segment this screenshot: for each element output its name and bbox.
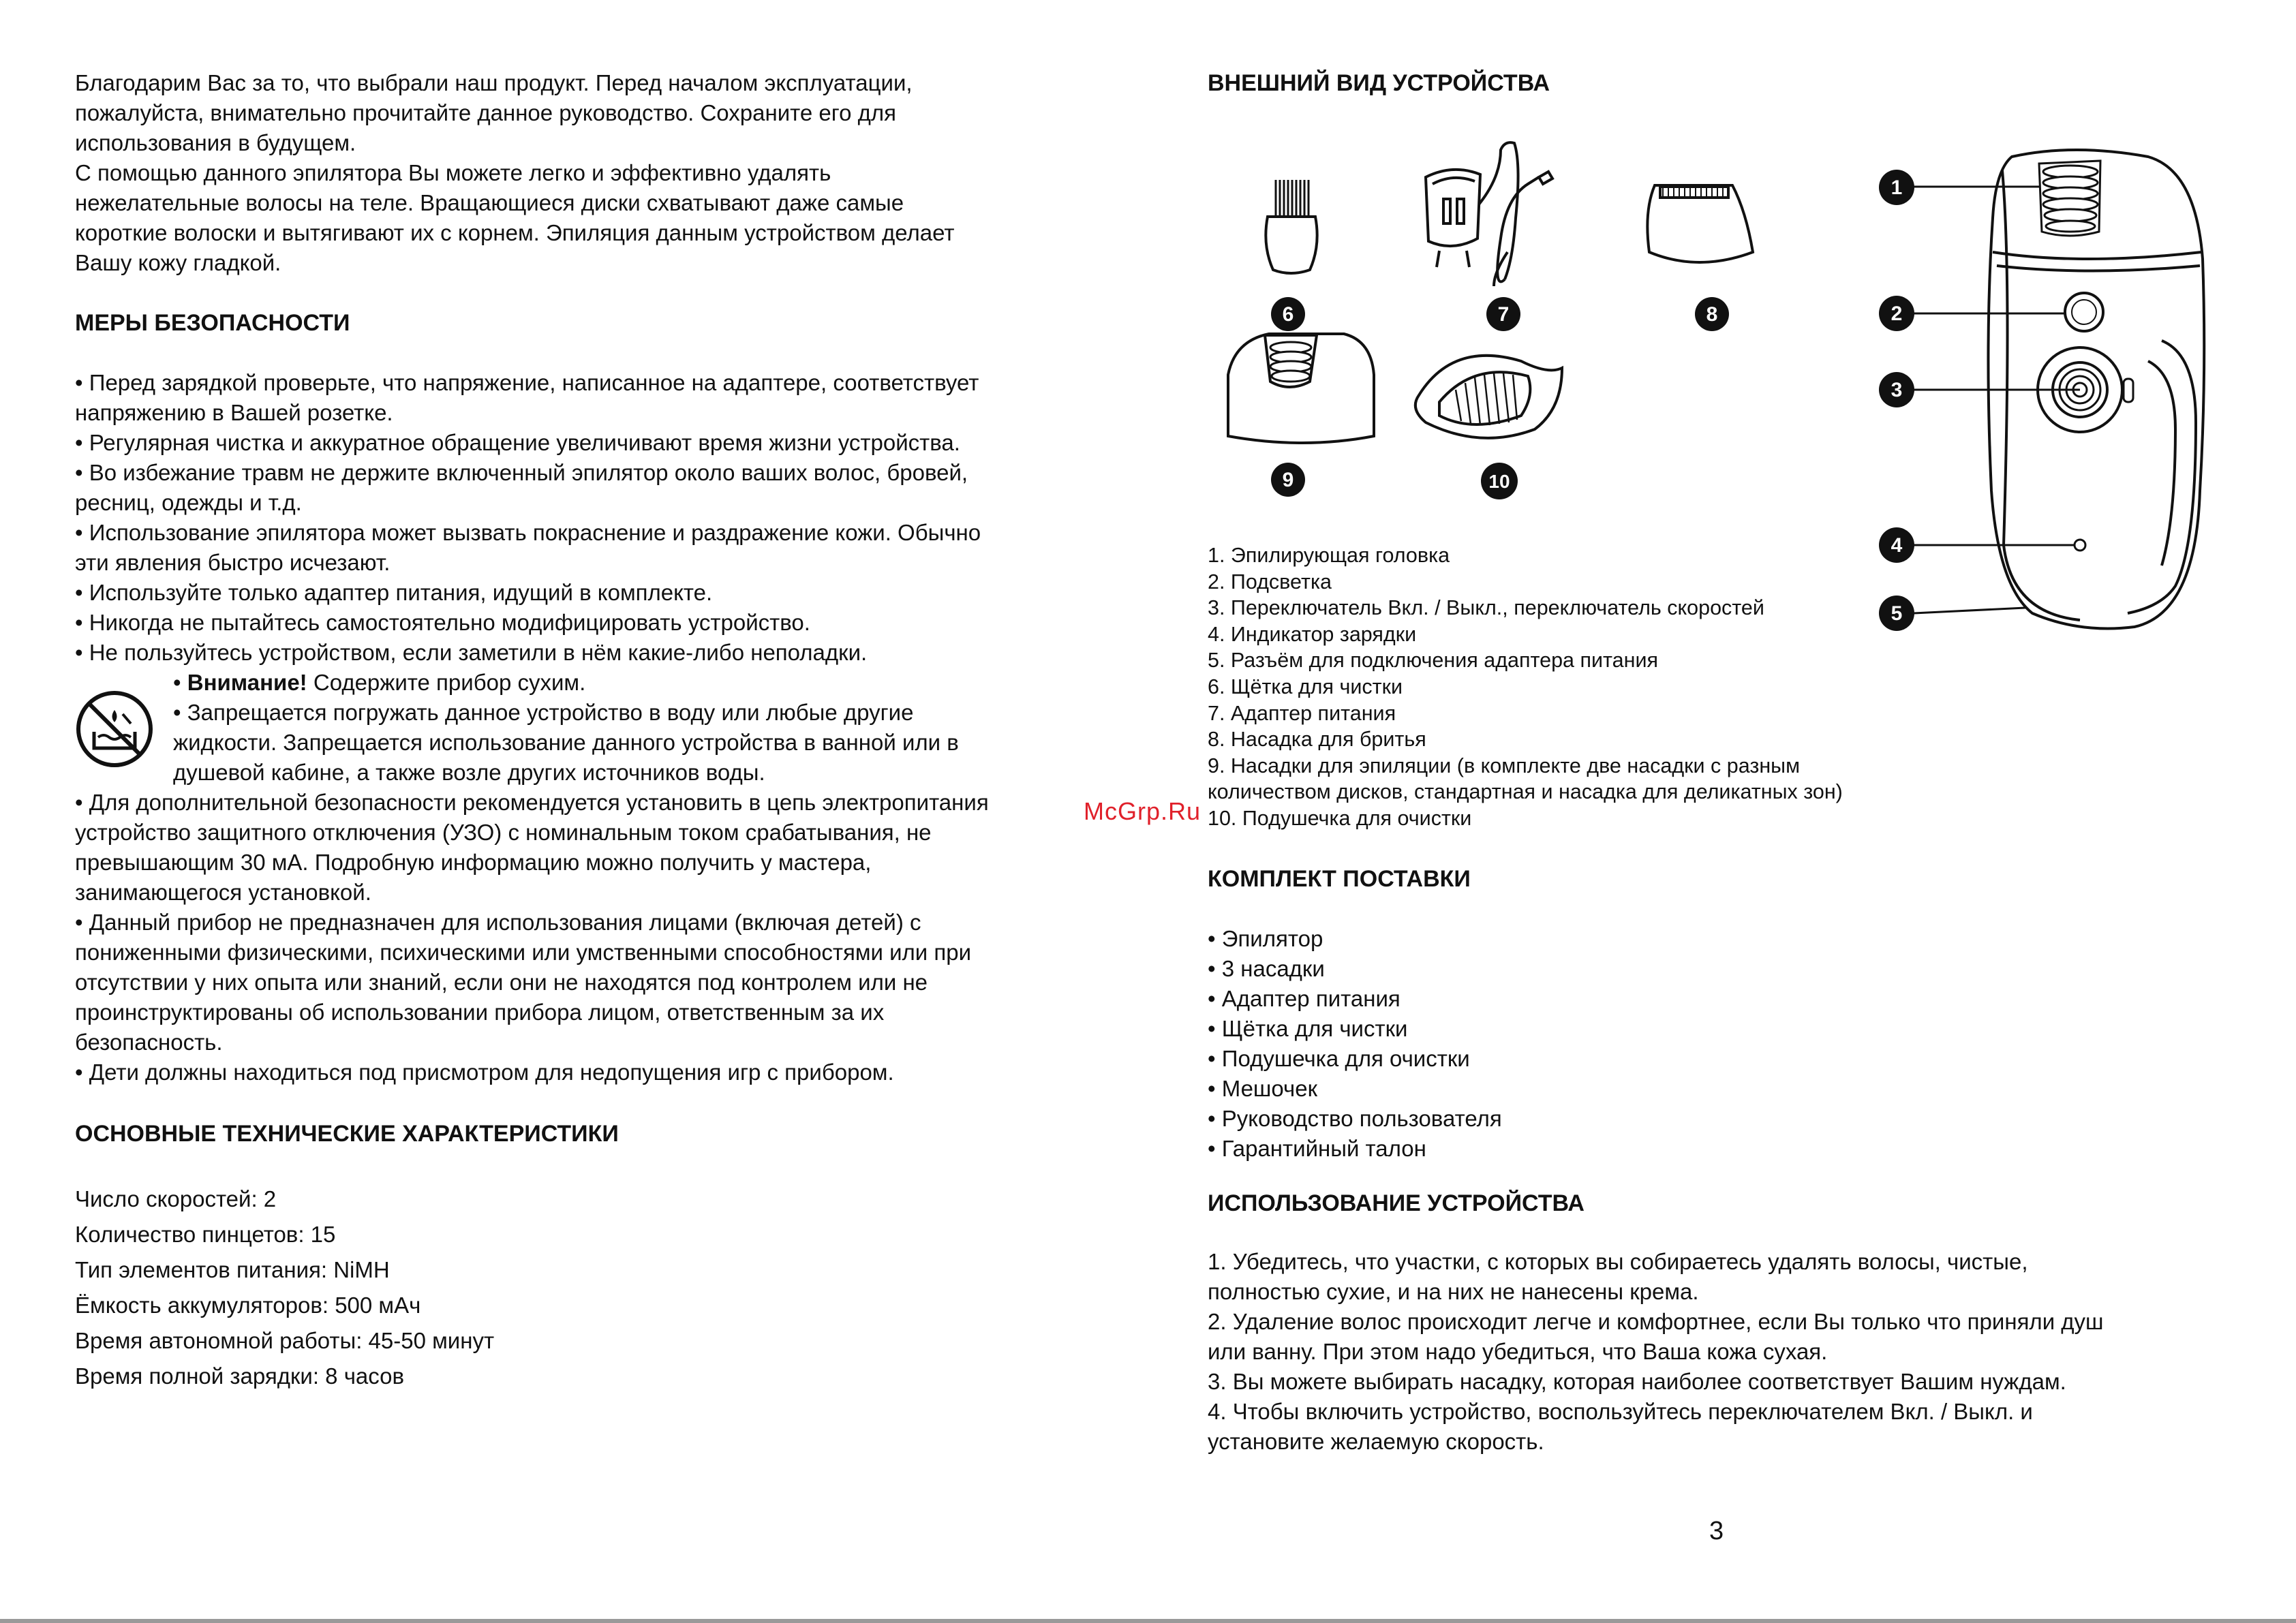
spec-line: Ёмкость аккумуляторов: 500 мАч	[75, 1293, 421, 1318]
legend-line: 1. Эпилирующая головка	[1208, 544, 1450, 567]
intro-line: пожалуйста, внимательно прочитайте данное руководство. Сохраните его для	[75, 100, 896, 125]
kit-heading: КОМПЛЕКТ ПОСТАВКИ	[1208, 866, 1471, 892]
svg-text:7: 7	[1497, 303, 1510, 326]
warning-bold-label: Внимание!	[187, 670, 307, 695]
safety-line: безопасность.	[75, 1030, 223, 1055]
specs-list	[75, 1181, 494, 1394]
kit-item: • Мешочек	[1208, 1076, 1318, 1101]
badge-10-icon	[1480, 462, 1518, 500]
badge-8-icon	[1694, 296, 1730, 332]
safety-line: проинструктированы об использовании прибора лицом, ответственным за их	[75, 1000, 885, 1025]
epilation-head-icon	[2039, 161, 2100, 236]
badge-1-icon	[1878, 169, 1915, 206]
legend-line: 4. Индикатор зарядки	[1208, 622, 1417, 646]
legend-line: 3. Переключатель Вкл. / Выкл., переключатель скоростей	[1208, 596, 1764, 620]
kit-item: • Руководство пользователя	[1208, 1106, 1502, 1131]
safety-line: • Во избежание травм не держите включенный эпилятор около ваших волос, бровей,	[75, 460, 968, 485]
intro-line: использования в будущем.	[75, 130, 356, 155]
cleaning-pad-icon	[1415, 356, 1562, 438]
warning-block	[75, 668, 1084, 788]
intro-line: нежелательные волосы на теле. Вращающиеся диски схватывают даже самые	[75, 190, 904, 215]
legend-line: 2. Подсветка	[1208, 570, 1332, 593]
warning-text	[173, 668, 959, 788]
intro-paragraph	[75, 68, 954, 278]
intro-line: С помощью данного эпилятора Вы можете легко и эффективно удалять	[75, 160, 831, 185]
warning-line: • Внимание! Содержите прибор сухим.	[173, 670, 586, 695]
badge-3-icon	[1878, 371, 1915, 408]
kit-item: • Адаптер питания	[1208, 986, 1400, 1011]
badge-6-icon	[1270, 296, 1306, 332]
spec-line: Количество пинцетов: 15	[75, 1222, 336, 1247]
usage-line: 4. Чтобы включить устройство, воспользуйтесь переключателем Вкл. / Выкл. и	[1208, 1399, 2033, 1424]
epilation-cap-icon	[1228, 334, 1374, 443]
warning-line: жидкости. Запрещается использование данного устройства в ванной или в	[173, 730, 959, 755]
badge-7-icon	[1486, 296, 1521, 332]
safety-line: занимающегося установкой.	[75, 880, 371, 905]
usage-line: полностью сухие, и на них не нанесены крема.	[1208, 1279, 1699, 1304]
svg-text:3: 3	[1891, 379, 1903, 401]
safety-line: • Используйте только адаптер питания, идущий в комплекте.	[75, 580, 713, 605]
intro-line: короткие волоски и вытягивают их с корнем. Эпиляция данным устройством делает	[75, 220, 955, 245]
appearance-heading: ВНЕШНИЙ ВИД УСТРОЙСТВА	[1208, 70, 1550, 96]
svg-text:6: 6	[1282, 303, 1294, 326]
safety-line: • Данный прибор не предназначен для использования лицами (включая детей) с	[75, 910, 921, 935]
svg-text:10: 10	[1488, 471, 1510, 492]
warning-line: душевой кабине, а также возле других источников воды.	[173, 760, 765, 785]
usage-line: 1. Убедитесь, что участки, с которых вы собираетесь удалять волосы, чистые,	[1208, 1249, 2028, 1274]
safety-line: • Не пользуйтесь устройством, если заметили в нём какие-либо неполадки.	[75, 640, 868, 665]
safety-line: напряжению в Вашей розетке.	[75, 400, 393, 425]
watermark: McGrp.Ru	[1084, 797, 1201, 825]
legend-line: 8. Насадка для бритья	[1208, 728, 1426, 752]
bottom-rule	[0, 1619, 2296, 1623]
legend-line: 6. Щётка для чистки	[1208, 675, 1403, 698]
intro-line: Вашу кожу гладкой.	[75, 250, 281, 275]
safety-line: • Регулярная чистка и аккуратное обращение увеличивают время жизни устройства.	[75, 430, 960, 455]
badge-5-icon	[1878, 595, 1915, 632]
usage-line: 3. Вы можете выбирать насадку, которая наиболее соответствует Вашим нуждам.	[1208, 1369, 2066, 1394]
safety-line: пониженными физическими, психическими или умственными способностями или при	[75, 940, 972, 965]
spec-line: Число скоростей: 2	[75, 1186, 277, 1211]
spec-line: Время полной зарядки: 8 часов	[75, 1363, 404, 1389]
no-water-warning-icon	[75, 690, 154, 772]
spec-line: Тип элементов питания: NiMH	[75, 1257, 390, 1282]
kit-item: • 3 насадки	[1208, 956, 1325, 981]
kit-item: • Гарантийный талон	[1208, 1136, 1426, 1161]
power-adapter-icon	[1426, 142, 1552, 286]
usage-list	[1208, 1247, 2104, 1457]
usage-heading: ИСПОЛЬЗОВАНИЕ УСТРОЙСТВА	[1208, 1190, 1585, 1216]
svg-text:5: 5	[1891, 602, 1903, 625]
badge-9-icon	[1270, 462, 1306, 497]
svg-text:4: 4	[1891, 534, 1903, 557]
accessories-illustration	[1208, 136, 1862, 518]
warning-rest: Содержите прибор сухим.	[307, 670, 586, 695]
svg-text:1: 1	[1891, 176, 1903, 199]
intro-line: Благодарим Вас за то, что выбрали наш продукт. Перед началом эксплуатации,	[75, 70, 913, 95]
kit-item: • Щётка для чистки	[1208, 1016, 1408, 1041]
legend-line: 9. Насадки для эпиляции (в комплекте две насадки с разным	[1208, 754, 1801, 777]
safety-line: • Перед зарядкой проверьте, что напряжение, написанное на адаптере, соответствует	[75, 370, 979, 395]
safety-line: • Использование эпилятора может вызвать покраснение и раздражение кожи. Обычно	[75, 520, 981, 545]
safety-line: • Для дополнительной безопасности рекомендуется установить в цепь электропитания	[75, 790, 989, 815]
charge-indicator-icon	[2075, 540, 2085, 551]
warning-line: • Запрещается погружать данное устройство в воду или любые другие	[173, 700, 914, 725]
epilator-illustration	[1876, 136, 2230, 654]
safety-line: • Дети должны находиться под присмотром для недопущения игр с прибором.	[75, 1060, 894, 1085]
safety-line: ресниц, одежды и т.д.	[75, 490, 302, 515]
safety-list-bottom	[75, 788, 989, 1087]
badge-4-icon	[1878, 527, 1915, 563]
safety-line: превышающим 30 мА. Подробную информацию можно получить у мастера,	[75, 850, 872, 875]
safety-line: • Никогда не пытайтесь самостоятельно модифицировать устройство.	[75, 610, 810, 635]
legend-line: количеством дисков, стандартная и насадка для деликатных зон)	[1208, 780, 1843, 804]
badge-2-icon	[1878, 295, 1915, 332]
page-number: 3	[1709, 1517, 1724, 1545]
cleaning-brush-icon	[1266, 180, 1317, 273]
kit-item: • Подушечка для очистки	[1208, 1046, 1470, 1071]
safety-heading: МЕРЫ БЕЗОПАСНОСТИ	[75, 310, 350, 336]
safety-list-top	[75, 368, 981, 668]
safety-line: эти явления быстро исчезают.	[75, 550, 391, 575]
legend-line: 5. Разъём для подключения адаптера питания	[1208, 649, 1659, 673]
legend-line: 10. Подушечка для очистки	[1208, 806, 1472, 830]
shaver-head-icon	[1647, 185, 1753, 262]
usage-line: установите желаемую скорость.	[1208, 1429, 1544, 1454]
svg-text:8: 8	[1706, 303, 1718, 326]
kit-list	[1208, 924, 1502, 1164]
safety-line: устройство защитного отключения (УЗО) с номинальным током срабатывания, не	[75, 820, 932, 845]
spec-line: Время автономной работы: 45-50 минут	[75, 1328, 495, 1353]
parts-legend	[1208, 542, 1843, 832]
usage-line: или ванну. При этом надо убедиться, что Ваша кожа сухая.	[1208, 1339, 1828, 1364]
safety-line: отсутствии у них опыта или знаний, если они не находятся под контролем или не	[75, 970, 928, 995]
usage-line: 2. Удаление волос происходит легче и комфортнее, если Вы только что приняли душ	[1208, 1309, 2104, 1334]
svg-text:2: 2	[1891, 303, 1903, 325]
kit-item: • Эпилятор	[1208, 926, 1323, 951]
specs-heading: ОСНОВНЫЕ ТЕХНИЧЕСКИЕ ХАРАКТЕРИСТИКИ	[75, 1121, 619, 1147]
legend-line: 7. Адаптер питания	[1208, 701, 1396, 725]
svg-text:9: 9	[1282, 469, 1294, 491]
